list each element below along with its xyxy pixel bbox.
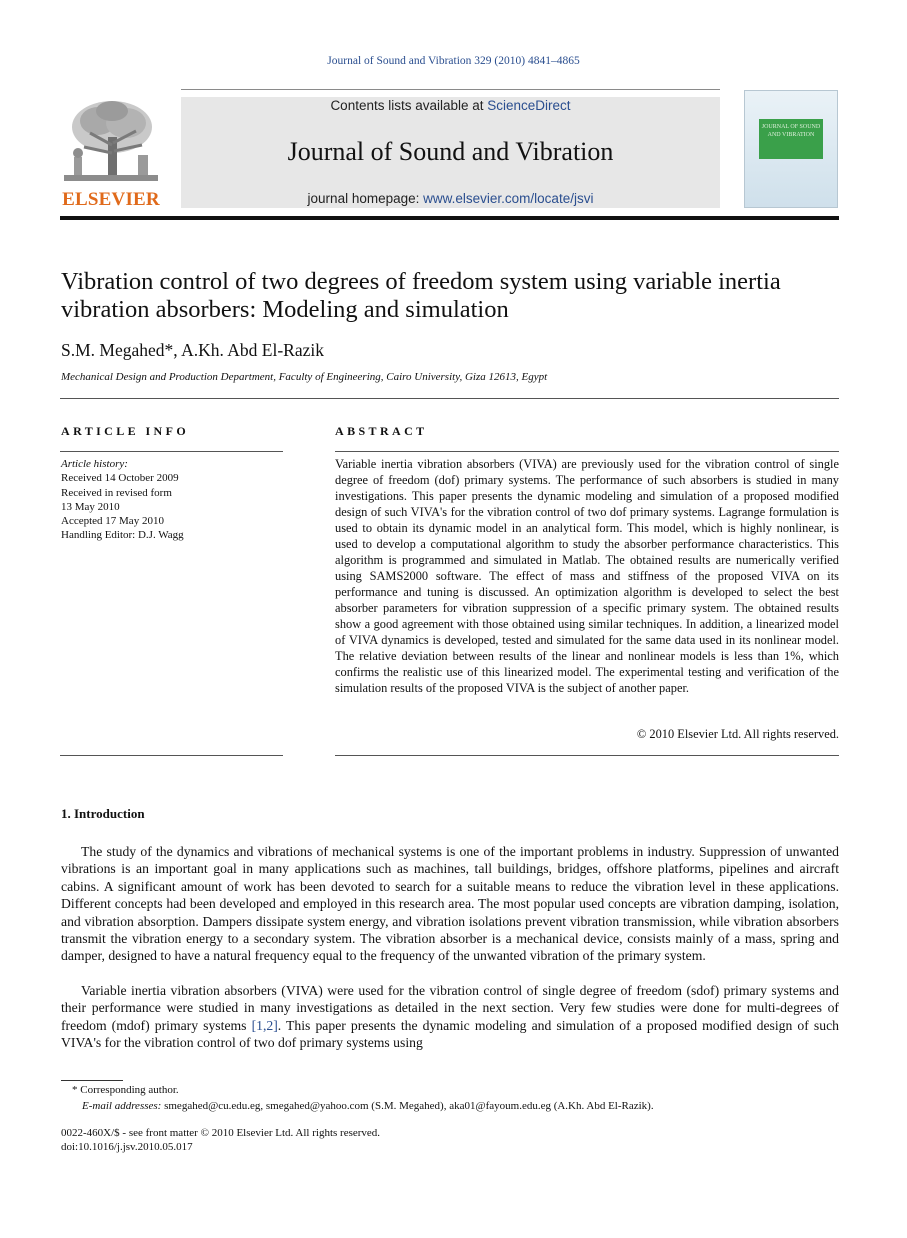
history-item: 13 May 2010 bbox=[61, 500, 120, 513]
history-item: Received 14 October 2009 bbox=[61, 472, 179, 485]
footnote-rule bbox=[61, 1080, 123, 1081]
sciencedirect-link[interactable]: ScienceDirect bbox=[487, 98, 571, 113]
abstract-copyright: © 2010 Elsevier Ltd. All rights reserved. bbox=[636, 727, 839, 741]
email-addresses[interactable]: smegahed@cu.edu.eg, smegahed@yahoo.com (S.M. Megahed), aka01@fayoum.edu.eg (A.Kh. Abd El-Razik). bbox=[161, 1100, 654, 1112]
article-title: Vibration control of two degrees of freedom system using variable inertia vibration absorbers: Modeling and simulation bbox=[61, 268, 781, 323]
email-footnote bbox=[82, 1100, 654, 1112]
journal-name: Journal of Sound and Vibration bbox=[287, 137, 614, 166]
article-info-bottom-rule bbox=[60, 755, 283, 756]
journal-citation[interactable]: Journal of Sound and Vibration 329 (2010) 4841–4865 bbox=[327, 55, 580, 67]
abstract-body: Variable inertia vibration absorbers (VIVA) are previously used for the vibration control of single degree of freedom (dof) primary systems. The performance of such absorbers is studied in many investigations. This paper presents the dynamic modeling and simulation of a proposed modified design of such VIVA's for the vibration control of two dof primary systems. Lagrange formulation is used to obtain its dynamic model in an analytical form. This model, which is highly nonlinear, is used to develop a computational algorithm to study the absorber performance characteristics. This algorithm is programmed and simulated in Matlab. The obtained results are numerically verified using SAMS2000 software. The effect of mass and stiffness of the proposed VIVA on its performance and tuning is discussed. An optimization algorithm is developed to select the best absorber parameters for vibration suppression of a specific primary system. The obtained results show a good agreement with those obtained using similar techniques. In addition, a linearized model of VIVA dynamics is developed, tested and simulated for the same data used in its nonlinear model. The relative deviation between results of the linear and nonlinear models is less than 1%, which confirms the realistic use of this linearized model. The experimental testing and verification of the simulation results of the proposed VIVA is the subject of another paper. bbox=[335, 457, 839, 695]
cover-title: JOURNAL OF SOUND AND VIBRATION bbox=[759, 119, 823, 159]
history-item: Handling Editor: D.J. Wagg bbox=[61, 529, 184, 542]
doi-line[interactable]: doi:10.1016/j.jsv.2010.05.017 bbox=[61, 1141, 193, 1153]
corresponding-author-note: * Corresponding author. bbox=[72, 1084, 179, 1096]
paragraph-text: Variable inertia vibration absorbers (VIVA) were used for the vibration control of single degree of freedom (sdof) primary systems and their performance were studied in many investigations as detailed in the next section. Very few studies were done for multi-degrees of freedom (mdof) primary systems bbox=[61, 983, 839, 1033]
history-item: Accepted 17 May 2010 bbox=[61, 515, 164, 528]
abstract-heading: ABSTRACT bbox=[335, 424, 428, 438]
journal-cover-thumbnail[interactable] bbox=[744, 90, 838, 208]
contents-prefix: Contents lists available at bbox=[330, 98, 488, 113]
masthead-thick-rule bbox=[60, 216, 839, 220]
history-item: Received in revised form bbox=[61, 486, 172, 499]
abstract-bottom-rule bbox=[335, 755, 839, 756]
article-info-heading: ARTICLE INFO bbox=[61, 424, 190, 438]
masthead-top-rule bbox=[181, 89, 720, 90]
elsevier-logo bbox=[60, 97, 162, 209]
history-label: Article history: bbox=[61, 458, 128, 470]
paragraph-text: The study of the dynamics and vibrations of mechanical systems is one of the important problems in industry. Suppression of unwanted vibrations is an important goal in many applications such as machines, tall buildings, bridges, offshore platforms, pipelines and aircraft cabins. A significant amount of work has been devoted to search for a suitable means to reduce the vibration level in these applications. Different concepts had been developed and employed in this research area. The most popular used concepts are vibration damping, isolation, and vibration absorption. Dampers dissipate system energy, and vibration isolations prevent vibration transmission, while vibration absorbers transmit the vibration energy to a secondary system. The vibration absorber is a mechanical device, consists mainly of a mass, spring and damper, designed to have a natural frequency equal to the frequency of the unwanted vibration of the primary system. bbox=[61, 844, 839, 964]
journal-homepage bbox=[181, 191, 720, 206]
introduction-paragraph bbox=[61, 982, 839, 1052]
homepage-link[interactable]: www.elsevier.com/locate/jsvi bbox=[423, 191, 594, 206]
reference-link[interactable]: [1,2] bbox=[251, 1017, 278, 1033]
article-history bbox=[61, 457, 286, 543]
issn-line: 0022-460X/$ - see front matter © 2010 Elsevier Ltd. All rights reserved. bbox=[61, 1127, 381, 1139]
abstract-rule bbox=[335, 451, 839, 452]
tree-icon bbox=[60, 97, 162, 185]
contents-availability bbox=[181, 98, 720, 113]
section-divider bbox=[60, 398, 839, 399]
author-list: S.M. Megahed*, A.Kh. Abd El-Razik bbox=[61, 340, 324, 360]
publisher-name: ELSEVIER bbox=[62, 189, 160, 210]
homepage-prefix: journal homepage: bbox=[307, 191, 424, 206]
article-info-rule bbox=[60, 451, 283, 452]
introduction-paragraph bbox=[61, 843, 839, 965]
author-affiliation: Mechanical Design and Production Department, Faculty of Engineering, Cairo University, Giza 12613, Egypt bbox=[61, 371, 548, 383]
paragraph-text: . This paper presents the dynamic modeling and simulation of a proposed modified design of such VIVA's for the vibration control of two dof primary systems using bbox=[61, 1017, 839, 1051]
email-label: E-mail addresses: bbox=[82, 1100, 162, 1112]
journal-header-panel bbox=[181, 97, 720, 208]
introduction-heading: 1. Introduction bbox=[61, 806, 145, 821]
